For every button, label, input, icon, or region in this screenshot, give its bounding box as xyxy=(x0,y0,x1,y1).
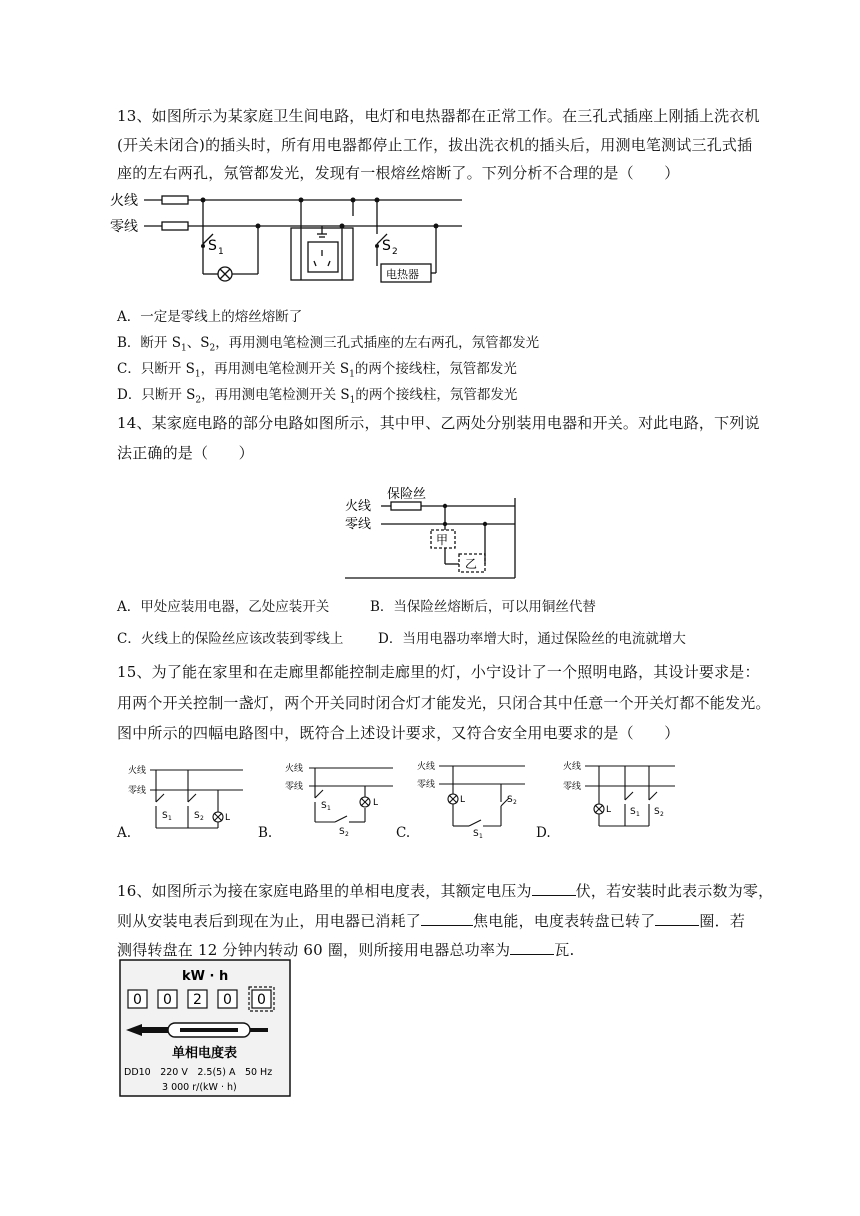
meter-digit-5: 0 xyxy=(257,992,266,1008)
svg-text:L: L xyxy=(373,798,379,808)
q14-fuse-label: 保险丝 xyxy=(387,487,427,502)
q15-line1: 15、为了能在家里和在走廊里都能控制走廊里的灯，小宁设计了一个照明电路，其设计要求是： xyxy=(117,663,760,681)
svg-text:1: 1 xyxy=(327,805,331,812)
q15-circuit-b xyxy=(285,756,395,838)
svg-text:火线: 火线 xyxy=(417,762,436,772)
blank-voltage[interactable] xyxy=(532,881,576,896)
q13-heater-label: 电热器 xyxy=(386,268,419,281)
svg-text:零线: 零线 xyxy=(285,782,304,792)
meter-spec-2: 3 000 r/(kW · h) xyxy=(162,1082,237,1093)
q13-s2-sub: 2 xyxy=(392,247,398,257)
meter-digit-4: 0 xyxy=(223,992,232,1008)
q15-circuit-c xyxy=(417,752,527,838)
q15-label-a: A. xyxy=(117,825,132,841)
q14-line2: 法正确的是（ ） xyxy=(117,444,254,462)
q14-option-c: C．火线上的保险丝应该改装到零线上 xyxy=(117,631,344,647)
svg-text:S: S xyxy=(473,829,479,838)
q16-line2: 则从安装电表后到现在为止，用电器已消耗了 焦电能，电度表转盘已转了 圈．若 xyxy=(117,912,746,930)
svg-text:S: S xyxy=(339,827,345,837)
q13-s1-sub: 1 xyxy=(218,247,224,257)
q14-live-label: 火线 xyxy=(345,499,372,514)
svg-text:2: 2 xyxy=(513,799,517,806)
svg-text:1: 1 xyxy=(636,811,640,818)
svg-text:1: 1 xyxy=(479,833,483,838)
svg-text:火线: 火线 xyxy=(563,762,582,772)
q15-label-b: B. xyxy=(258,825,273,841)
svg-text:零线: 零线 xyxy=(128,786,147,796)
svg-text:S: S xyxy=(654,807,660,817)
svg-text:S: S xyxy=(507,795,513,805)
svg-text:S: S xyxy=(162,811,168,821)
q14-option-a: A．甲处应装用电器，乙处应装开关 xyxy=(117,599,330,615)
q14-circuit-figure xyxy=(345,480,520,580)
meter-digit-2: 0 xyxy=(163,992,172,1008)
svg-text:火线: 火线 xyxy=(128,766,147,776)
q14-neutral-label: 零线 xyxy=(345,517,372,532)
meter-spec-1: DD10 220 V 2.5(5) A 50 Hz xyxy=(124,1067,273,1078)
q15-line3: 图中所示的四幅电路图中，既符合上述设计要求，又符合安全用电要求的是（ ） xyxy=(117,724,680,742)
q13-live-label: 火线 xyxy=(110,193,138,209)
q13-option-b: B．断开 $S_1$、$S_2$，再用测电笔检测三孔式插座的左右两孔，氖管都发光 xyxy=(117,335,540,354)
q14-option-b: B．当保险丝熔断后，可以用铜丝代替 xyxy=(370,599,596,615)
meter-digit-3: 2 xyxy=(193,992,202,1008)
svg-text:L: L xyxy=(606,805,612,815)
q15-label-d: D. xyxy=(536,825,551,841)
blank-energy[interactable] xyxy=(421,911,473,926)
svg-text:零线: 零线 xyxy=(563,782,582,792)
meter-digit-1: 0 xyxy=(133,992,142,1008)
q16-line1: 16、如图所示为接在家庭电路里的单相电度表，其额定电压为 伏，若安装时此表示数为零， xyxy=(117,882,774,900)
q16-line3: 测得转盘在 12 分钟内转动 60 圈，则所接用电器总功率为 瓦. xyxy=(117,941,575,959)
svg-text:L: L xyxy=(460,795,466,805)
q15-circuit-a xyxy=(128,756,248,838)
q14-yi-label: 乙 xyxy=(465,557,478,571)
q13-s2-label: S xyxy=(382,238,391,254)
q14-line1: 14、某家庭电路的部分电路如图所示，其中甲、乙两处分别装用电器和开关。对此电路，下列说 xyxy=(117,414,760,432)
q15-circuit-d xyxy=(563,754,678,838)
svg-text:S: S xyxy=(630,807,636,817)
q13-option-d: D．只断开 $S_2$，再用测电笔检测开关 $S_1$的两个接线柱，氖管都发光 xyxy=(117,387,518,406)
q15-line2: 用两个开关控制一盏灯，两个开关同时闭合灯才能发光，只闭合其中任意一个开关灯都不能发光。 xyxy=(117,694,771,712)
q16-electric-meter xyxy=(118,958,293,1100)
svg-text:1: 1 xyxy=(168,815,172,822)
q14-jia-label: 甲 xyxy=(436,533,449,547)
blank-revolutions[interactable] xyxy=(655,911,699,926)
q15-label-c: C. xyxy=(396,825,411,841)
svg-text:S: S xyxy=(194,811,200,821)
blank-power[interactable] xyxy=(510,940,554,955)
svg-text:2: 2 xyxy=(200,815,204,822)
svg-text:S: S xyxy=(321,801,327,811)
q13-circuit-figure xyxy=(110,186,470,294)
q13-neutral-label: 零线 xyxy=(110,219,138,235)
q14-option-d: D．当用电器功率增大时，通过保险丝的电流就增大 xyxy=(378,631,686,647)
svg-text:L: L xyxy=(225,813,231,823)
meter-unit: kW · h xyxy=(182,969,229,984)
q13-line3: 座的左右两孔，氖管都发光，发现有一根熔丝熔断了。下列分析不合理的是（ ） xyxy=(117,164,680,182)
q13-option-a: A．一定是零线上的熔丝熔断了 xyxy=(117,309,303,325)
q13-option-c: C．只断开 $S_1$，再用测电笔检测开关 $S_1$的两个接线柱，氖管都发光 xyxy=(117,361,517,380)
q13-line1: 13、如图所示为某家庭卫生间电路，电灯和电热器都在正常工作。在三孔式插座上刚插上洗衣机 xyxy=(117,107,760,125)
svg-text:2: 2 xyxy=(345,831,349,838)
svg-text:零线: 零线 xyxy=(417,780,436,790)
q13-s1-label: S xyxy=(208,238,217,254)
meter-name: 单相电度表 xyxy=(172,1046,238,1061)
svg-text:2: 2 xyxy=(660,811,664,818)
svg-text:火线: 火线 xyxy=(285,764,304,774)
q13-line2: (开关未闭合)的插头时，所有用电器都停止工作，拔出洗衣机的插头后，用测电笔测试三孔式插 xyxy=(117,136,753,154)
